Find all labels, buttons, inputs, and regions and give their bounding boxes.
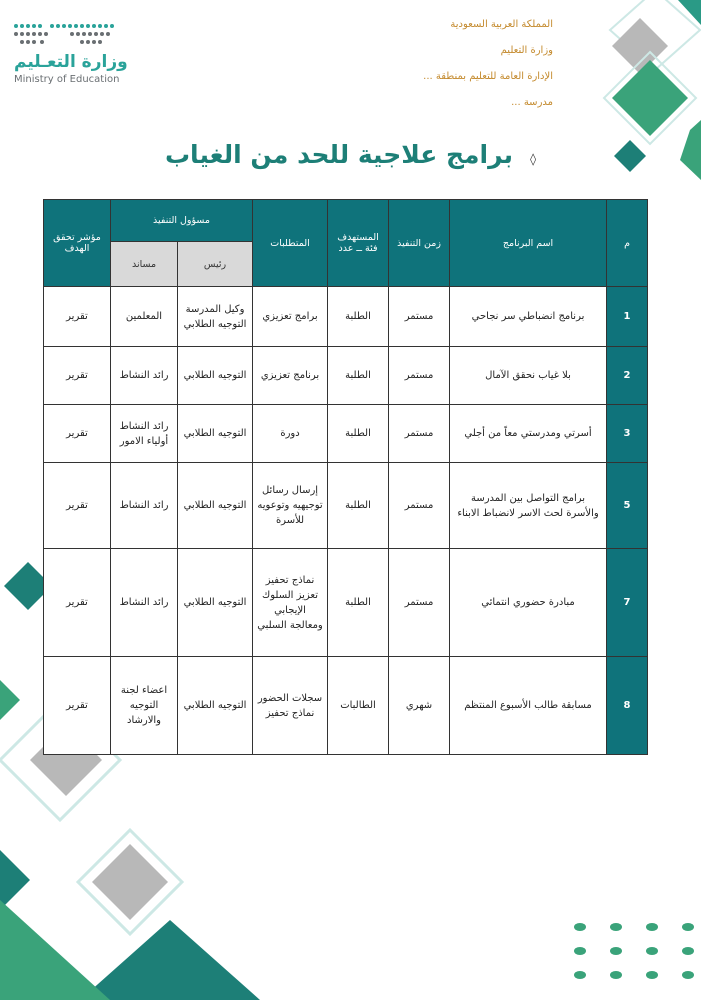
diamond-bullet-icon: ◊ [530, 151, 537, 166]
header-country: المملكة العربية السعودية [450, 19, 553, 30]
cell-target: الطلبة [328, 405, 389, 463]
cell-num: 8 [607, 657, 648, 755]
header-responsible: مسؤول التنفيذ [111, 200, 253, 242]
header-lead: رئيس [178, 242, 253, 287]
top-right-decoration [560, 0, 701, 200]
header-ministry: وزارة التعليم [500, 45, 553, 56]
cell-requirements: برامج تعزيزي [253, 287, 328, 347]
cell-support: رائد النشاط [111, 463, 178, 549]
header-info [423, 12, 553, 116]
header-requirements: المتطلبات [253, 200, 328, 287]
cell-indicator: تقرير [44, 657, 111, 755]
dots-decoration [560, 915, 701, 985]
cell-program: مسابقة طالب الأسبوع المنتظم [450, 657, 607, 755]
header-program: اسم البرنامج [450, 200, 607, 287]
cell-lead: التوجيه الطلابي [178, 347, 253, 405]
cell-lead: وكيل المدرسة التوجيه الطلابي [178, 287, 253, 347]
logo-english-text: Ministry of Education [14, 74, 120, 85]
cell-target: الطلبة [328, 463, 389, 549]
table-row [44, 405, 648, 463]
table-row [44, 347, 648, 405]
table-row [44, 287, 648, 347]
cell-num: 5 [607, 463, 648, 549]
header-support: مساند [111, 242, 178, 287]
cell-time: مستمر [389, 347, 450, 405]
cell-time: مستمر [389, 287, 450, 347]
logo-arabic-text: وزارة التعـليم [14, 52, 128, 72]
cell-requirements: سجلات الحضور نماذج تحفيز [253, 657, 328, 755]
cell-num: 3 [607, 405, 648, 463]
cell-target: الطلبة [328, 549, 389, 657]
header-time: زمن التنفيذ [389, 200, 450, 287]
cell-time: شهري [389, 657, 450, 755]
cell-time: مستمر [389, 405, 450, 463]
header-target: المستهدف فئة ــ عدد [328, 200, 389, 287]
cell-program: مبادرة حضوري انتمائي [450, 549, 607, 657]
cell-requirements: إرسال رسائل توجيهيه وتوعويه للأسرة [253, 463, 328, 549]
page-title-wrap [0, 140, 701, 169]
cell-support: اعضاء لجنة التوجيه والارشاد [111, 657, 178, 755]
cell-lead: التوجيه الطلابي [178, 463, 253, 549]
cell-support: رائد النشاط [111, 347, 178, 405]
cell-program: برنامج انضباطي سر نجاحي [450, 287, 607, 347]
cell-lead: التوجيه الطلابي [178, 657, 253, 755]
cell-program: برامج التواصل بين المدرسة والأسرة لحث الاسر لانضباط الابناء [450, 463, 607, 549]
programs-table [43, 199, 648, 755]
cell-indicator: تقرير [44, 287, 111, 347]
cell-requirements: دورة [253, 405, 328, 463]
cell-num: 7 [607, 549, 648, 657]
cell-requirements: برنامج تعزيزي [253, 347, 328, 405]
header-num: م [607, 200, 648, 287]
cell-indicator: تقرير [44, 405, 111, 463]
header-directorate: الإدارة العامة للتعليم بمنطقة ... [423, 71, 553, 82]
cell-lead: التوجيه الطلابي [178, 405, 253, 463]
header-indicator: مؤشر تحقق الهدف [44, 200, 111, 287]
table-row [44, 657, 648, 755]
cell-time: مستمر [389, 549, 450, 657]
table-row [44, 463, 648, 549]
cell-support: رائد النشاط أولياء الامور [111, 405, 178, 463]
cell-target: الطالبات [328, 657, 389, 755]
cell-target: الطلبة [328, 347, 389, 405]
cell-lead: التوجيه الطلابي [178, 549, 253, 657]
page-title: برامج علاجية للحد من الغياب [164, 140, 514, 169]
cell-support: رائد النشاط [111, 549, 178, 657]
cell-indicator: تقرير [44, 549, 111, 657]
cell-support: المعلمين [111, 287, 178, 347]
cell-requirements: نماذج تحفيز تعزيز السلوك الإيجابي ومعالجة السلبي [253, 549, 328, 657]
cell-time: مستمر [389, 463, 450, 549]
header-school: مدرسة ... [511, 97, 553, 108]
cell-indicator: تقرير [44, 347, 111, 405]
cell-program: أسرتي ومدرستي معاً من أجلي [450, 405, 607, 463]
cell-program: بلا غياب نحقق الآمال [450, 347, 607, 405]
table-row [44, 549, 648, 657]
cell-indicator: تقرير [44, 463, 111, 549]
cell-num: 2 [607, 347, 648, 405]
cell-num: 1 [607, 287, 648, 347]
cell-target: الطلبة [328, 287, 389, 347]
